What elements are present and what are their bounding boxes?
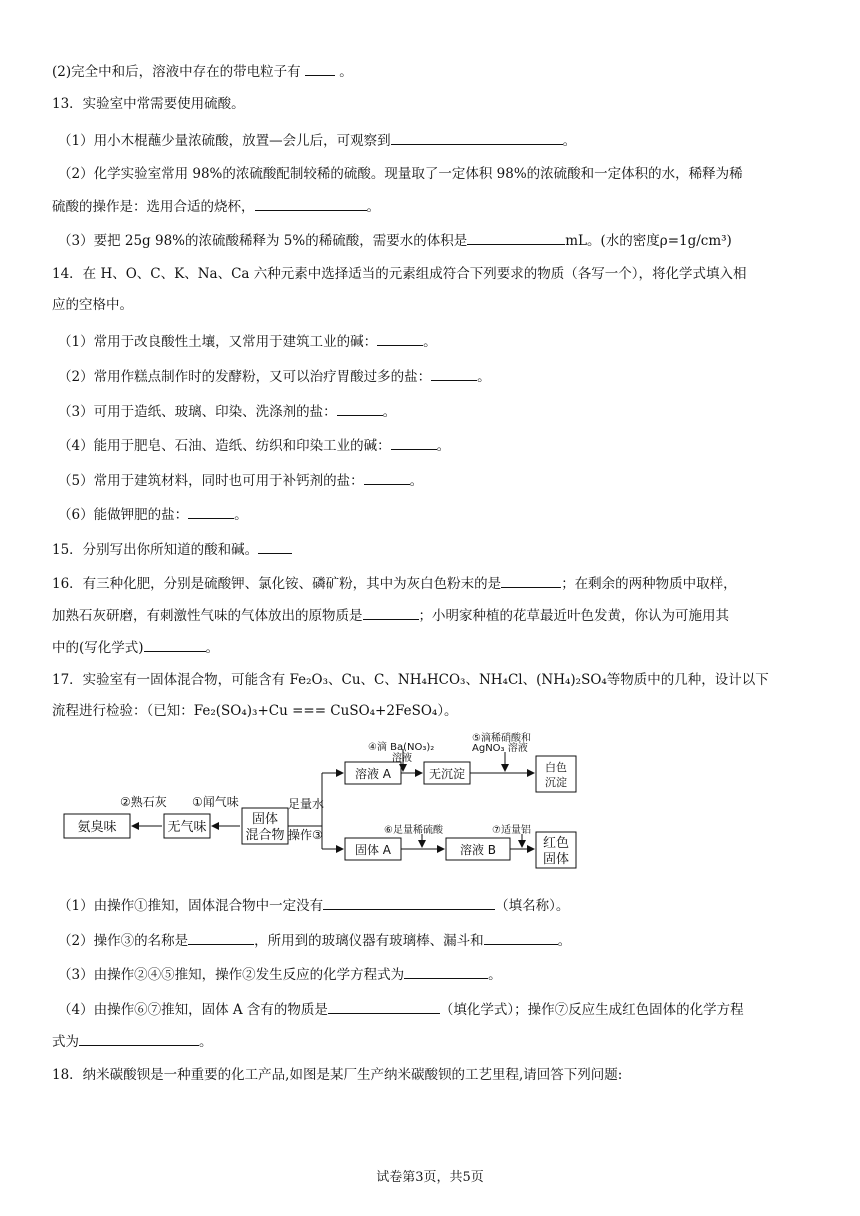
answer-blank[interactable]: [79, 1030, 199, 1046]
red-label-2: 固体: [542, 852, 570, 867]
page-footer: 试卷第3页，共5页: [376, 1170, 484, 1185]
q16-line1: 16．有三种化肥，分别是硫酸钾、氯化铵、磷矿粉，其中为灰白色粉末的是 ；在剩余的两种物质中取样，: [52, 572, 820, 594]
q14-part3: （3）可用于造纸、玻璃、印染、洗涤剂的盐： 。: [58, 400, 820, 422]
answer-blank[interactable]: [363, 604, 419, 620]
q17-line1: 17．实验室有一固体混合物，可能含有 Fe₂O₃、Cu、C、NH₄HCO₃、NH₄Cl、(NH₄)₂SO₄等物质中的几种，设计以下: [52, 672, 769, 688]
q17-part4-line2: 式为 。: [52, 1030, 820, 1052]
white-label-2: 沉淀: [545, 776, 567, 789]
solid-a-label: 固体 A: [354, 843, 392, 857]
white-label-1: 白色: [545, 761, 567, 774]
q16-line3: 中的(写化学式) 。: [52, 636, 820, 658]
q17-part1: （1）由操作①推知，固体混合物中一定没有 （填名称）。: [58, 894, 820, 916]
q17-part3: （3）由操作②④⑤推知，操作②发生反应的化学方程式为 。: [58, 963, 820, 985]
answer-blank[interactable]: [305, 60, 335, 76]
solid-label-2: 混合物: [245, 828, 285, 843]
answer-blank[interactable]: [144, 636, 206, 652]
answer-blank[interactable]: [255, 195, 367, 211]
answer-blank[interactable]: [188, 929, 254, 945]
answer-blank[interactable]: [391, 434, 437, 450]
q14-part1: （1）常用于改良酸性土壤，又常用于建筑工业的碱： 。: [58, 330, 820, 352]
water-label: 足量水: [288, 797, 325, 811]
flowchart: [62, 733, 602, 872]
step2-label: ②熟石灰: [120, 795, 167, 809]
answer-blank[interactable]: [391, 129, 563, 145]
q15: 15．分别写出你所知道的酸和碱。: [52, 538, 820, 560]
q14-part5: （5）常用于建筑材料，同时也可用于补钙剂的盐： 。: [58, 469, 820, 491]
step5-label-2: AgNO₃ 溶液: [472, 743, 528, 754]
ammonia-smell-label: 氨臭味: [77, 820, 117, 835]
q14-line2: 应的空格中。: [52, 297, 133, 313]
answer-blank[interactable]: [323, 894, 495, 910]
step1-label: ①闻气味: [192, 795, 239, 809]
solution-a-label: 溶液 A: [354, 767, 392, 781]
answer-blank[interactable]: [404, 963, 488, 979]
no-smell-label: 无气味: [167, 820, 207, 835]
answer-blank[interactable]: [501, 572, 561, 588]
q13-part2-line1: （2）化学实验室常用 98%的浓硫酸配制较稀的硫酸。现量取了一定体积 98%的浓硫酸和一定体积的水，稀释为稀: [58, 166, 743, 182]
step4-label-2: 溶液: [392, 753, 412, 764]
q17-part2: （2）操作③的名称是 ，所用到的玻璃仪器有玻璃棒、漏斗和 。: [58, 929, 820, 951]
step6-label: ⑥足量稀硫酸: [384, 825, 443, 836]
answer-blank[interactable]: [188, 503, 234, 519]
answer-blank[interactable]: [467, 229, 565, 245]
q14-line1: 14．在 H、O、C、K、Na、Ca 六种元素中选择适当的元素组成符合下列要求的物质（各写一个），将化学式填入相: [52, 266, 747, 282]
q13-part1: （1）用小木棍蘸少量浓硫酸，放置—会儿后，可观察到 。: [58, 129, 820, 151]
step5-label-1: ⑤滴稀硝酸和: [472, 733, 531, 744]
step4-label-1: ④滴 Ba(NO₃)₂: [368, 742, 435, 753]
answer-blank[interactable]: [328, 998, 440, 1014]
q18: 18．纳米碳酸钡是一种重要的化工产品,如图是某厂生产纳米碳酸钡的工艺里程,请回答下列问题:: [52, 1067, 623, 1083]
answer-blank[interactable]: [337, 400, 383, 416]
q17-part4-line1: （4）由操作⑥⑦推知，固体 A 含有的物质是 （填化学式）；操作⑦反应生成红色固体的化学方程: [58, 998, 820, 1020]
answer-blank[interactable]: [431, 365, 477, 381]
q14-part2: （2）常用作糕点制作时的发酵粉，又可以治疗胃酸过多的盐： 。: [58, 365, 820, 387]
q12-part2: (2)完全中和后，溶液中存在的带电粒子有 。: [52, 60, 820, 82]
q13-title: 13．实验室中常需要使用硫酸。: [52, 96, 245, 112]
no-precipitate-label: 无沉淀: [428, 767, 466, 781]
op3-label: 操作③: [288, 828, 323, 842]
red-label-1: 红色: [542, 836, 570, 851]
answer-blank[interactable]: [364, 469, 410, 485]
step7-label: ⑦适量铝: [492, 825, 531, 836]
q17-line2: 流程进行检验：（已知：Fe₂(SO₄)₃+Cu === CuSO₄+2FeSO₄）。: [52, 703, 458, 719]
answer-blank[interactable]: [377, 330, 423, 346]
q13-part2-line2: 硫酸的操作是：选用合适的烧杯， 。: [52, 195, 820, 217]
solid-label-1: 固体: [251, 812, 279, 827]
answer-blank[interactable]: [484, 929, 558, 945]
answer-blank[interactable]: [258, 538, 292, 554]
q13-part3: （3）要把 25g 98%的浓硫酸稀释为 5%的稀硫酸，需要水的体积是 mL。(水的密度ρ=1g/cm³): [58, 229, 820, 251]
q14-part6: （6）能做钾肥的盐： 。: [58, 503, 820, 525]
solution-b-label: 溶液 B: [459, 843, 497, 857]
q14-part4: （4）能用于肥皂、石油、造纸、纺织和印染工业的碱： 。: [58, 434, 820, 456]
q16-line2: 加熟石灰研磨，有刺激性气味的气体放出的原物质是 ；小明家种植的花草最近叶色发黄，你认为可施用其: [52, 604, 820, 626]
